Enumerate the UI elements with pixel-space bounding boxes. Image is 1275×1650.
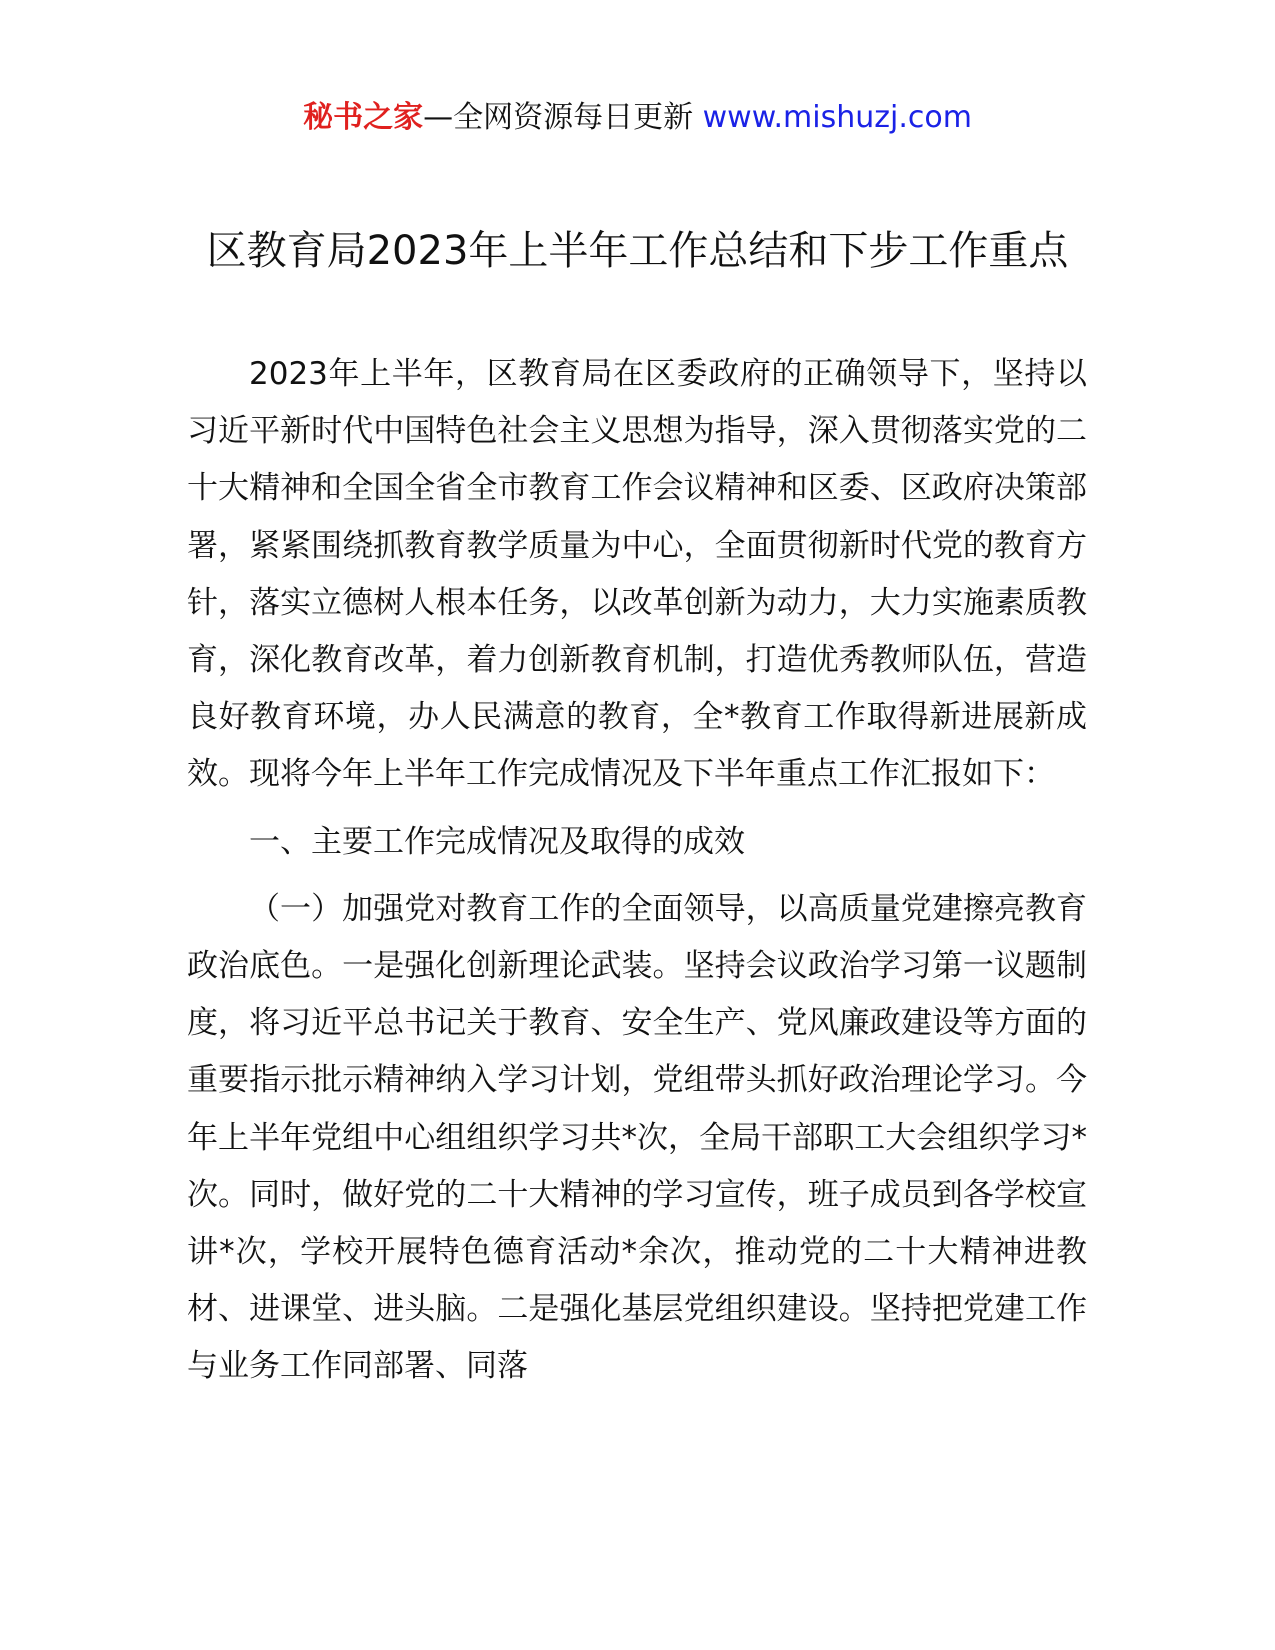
section-heading: 一、主要工作完成情况及取得的成效 <box>249 823 745 860</box>
header-slogan: —全网资源每日更新 <box>423 100 694 135</box>
website-link[interactable]: www.mishuzj.com <box>702 100 972 135</box>
document-title: 区教育局2023年上半年工作总结和下步工作重点 <box>206 228 1069 274</box>
document-body <box>187 346 1087 1396</box>
body-paragraph: （一）加强党对教育工作的全面领导，以高质量党建擦亮教育政治底色。一是强化创新理论武装。坚持会议政治学习第一议题制度，将习近平总书记关于教育、安全生产、党风廉政建设等方面的重要指示批示精神纳入学习计划，党组带头抓好政治理论学习。今年上半年党组中心组组织学习共*次，全局干部职工大会组织学习*次。同时，做好党的二十大精神的学习宣传，班子成员到各学校宣讲*次，学校开展特色德育活动*余次，推动党的二十大精神进教材、进课堂、进头脑。二是强化基层党组织建设。坚持把党建工作与业务工作同部署、同落 <box>187 890 1087 1385</box>
intro-paragraph: 2023年上半年，区教育局在区委政府的正确领导下，坚持以习近平新时代中国特色社会主义思想为指导，深入贯彻落实党的二十大精神和全国全省全市教育工作会议精神和区委、区政府决策部署，紧紧围绕抓教育教学质量为中心，全面贯彻新时代党的教育方针，落实立德树人根本任务，以改革创新为动力，大力实施素质教育，深化教育改革，着力创新教育机制，打造优秀教师队伍，营造良好教育环境，办人民满意的教育，全*教育工作取得新进展新成效。现将今年上半年工作完成情况及下半年重点工作汇报如下： <box>187 356 1087 793</box>
brand-name: 秘书之家 <box>303 100 424 135</box>
site-header <box>0 96 1275 140</box>
